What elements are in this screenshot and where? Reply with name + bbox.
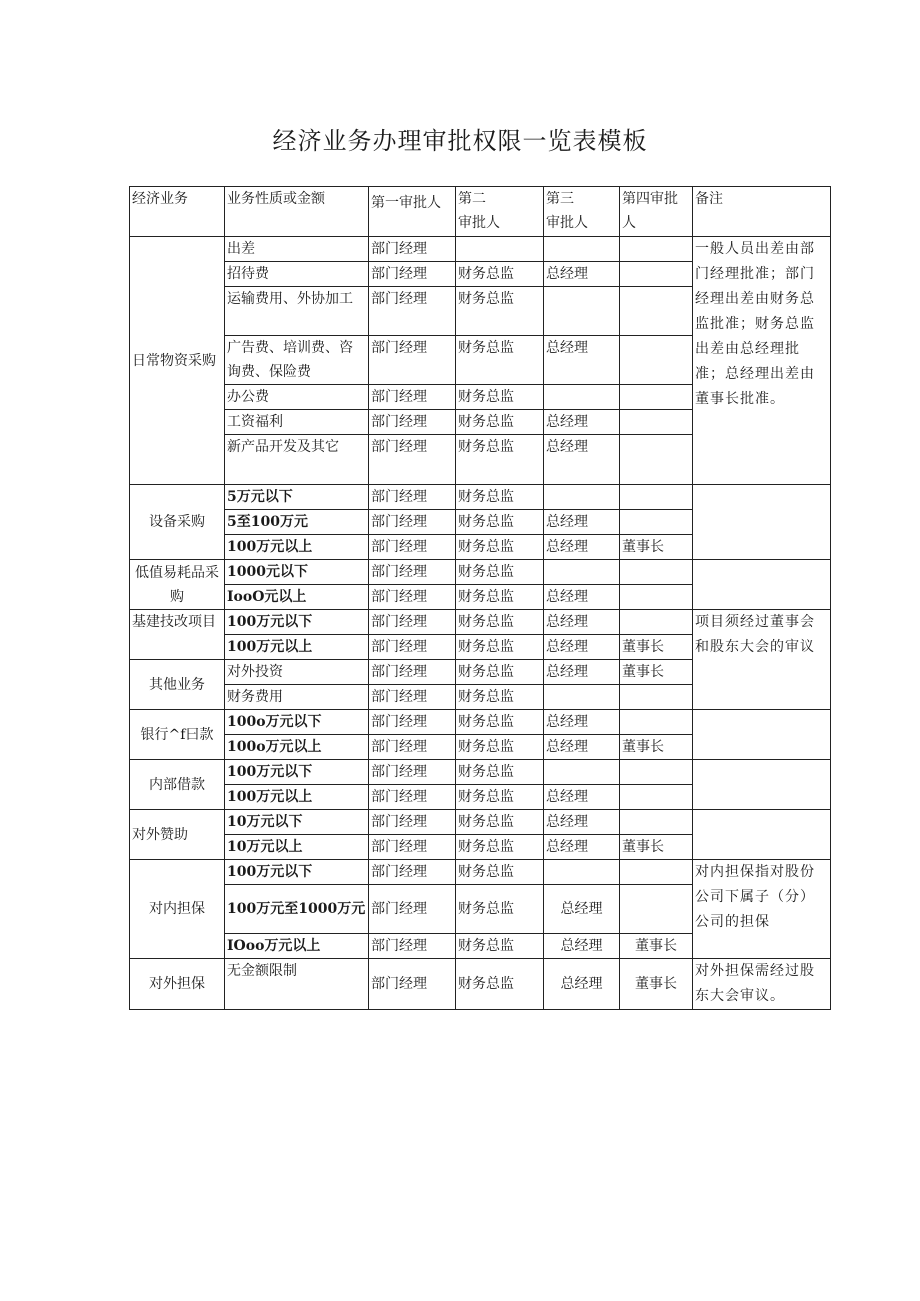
third-approver-cell <box>544 485 620 510</box>
header-third-line1: 第三 <box>546 191 574 207</box>
fourth-approver-cell: 董事长 <box>620 934 693 959</box>
remark-cell <box>693 485 831 560</box>
group-guarantee-in-name: 对内担保 <box>130 860 225 959</box>
header-remark: 备注 <box>693 187 831 237</box>
fourth-approver-cell <box>620 435 693 485</box>
third-approver-cell: 总经理 <box>544 959 620 1010</box>
header-nature: 业务性质或金额 <box>225 187 369 237</box>
first-approver-cell: 部门经理 <box>369 535 456 560</box>
header-third-approver <box>544 187 620 237</box>
fourth-approver-cell <box>620 760 693 785</box>
nature-cell: 100万元以上 <box>225 785 369 810</box>
fourth-approver-cell <box>620 685 693 710</box>
second-approver-cell: 财务总监 <box>456 635 544 660</box>
first-approver-cell: 部门经理 <box>369 835 456 860</box>
second-approver-cell: 财务总监 <box>456 560 544 585</box>
first-approver-cell: 部门经理 <box>369 860 456 885</box>
fourth-approver-cell: 董事长 <box>620 835 693 860</box>
second-approver-cell: 财务总监 <box>456 385 544 410</box>
group-construction-name: 基建技改项目 <box>130 610 225 660</box>
third-approver-cell: 总经理 <box>544 336 620 385</box>
first-approver-cell: 部门经理 <box>369 635 456 660</box>
fourth-approver-cell: 董事长 <box>620 660 693 685</box>
group-lowvalue-name: 低值易耗品采购 <box>130 560 225 610</box>
nature-cell: 100万元以上 <box>225 535 369 560</box>
first-approver-cell: 部门经理 <box>369 435 456 485</box>
third-approver-cell: 总经理 <box>544 735 620 760</box>
third-approver-cell: 总经理 <box>544 934 620 959</box>
second-approver-cell: 财务总监 <box>456 660 544 685</box>
fourth-approver-cell <box>620 785 693 810</box>
nature-cell: 5万元以下 <box>225 485 369 510</box>
third-approver-cell: 总经理 <box>544 535 620 560</box>
nature-cell: 办公费 <box>225 385 369 410</box>
header-fourth-line1: 第四审批 <box>622 191 678 207</box>
fourth-approver-cell <box>620 485 693 510</box>
second-approver-cell: 财务总监 <box>456 959 544 1010</box>
first-approver-cell: 部门经理 <box>369 610 456 635</box>
second-approver-cell: 财务总监 <box>456 735 544 760</box>
table-row <box>130 860 831 885</box>
third-approver-cell: 总经理 <box>544 635 620 660</box>
first-approver-cell: 部门经理 <box>369 585 456 610</box>
page-title: 经济业务办理审批权限一览表模板 <box>272 127 648 155</box>
first-approver-cell: 部门经理 <box>369 287 456 336</box>
third-approver-cell: 总经理 <box>544 610 620 635</box>
header-first-approver <box>369 187 456 237</box>
fourth-approver-cell: 董事长 <box>620 535 693 560</box>
third-approver-cell: 总经理 <box>544 435 620 485</box>
first-approver-cell: 部门经理 <box>369 760 456 785</box>
nature-cell: 5至100万元 <box>225 510 369 535</box>
third-approver-cell <box>544 385 620 410</box>
fourth-approver-cell: 董事长 <box>620 959 693 1010</box>
nature-cell: 1000元以下 <box>225 560 369 585</box>
first-approver-cell: 部门经理 <box>369 660 456 685</box>
table-row <box>130 760 831 785</box>
fourth-approver-cell <box>620 336 693 385</box>
second-approver-cell: 财务总监 <box>456 336 544 385</box>
group-bank-name: 银行^f曰款 <box>130 710 225 760</box>
header-third-line2: 审批人 <box>546 215 588 231</box>
header-fourth-line2: 人 <box>622 215 636 231</box>
first-approver-cell: 部门经理 <box>369 237 456 262</box>
table-row <box>130 237 831 262</box>
table-row <box>130 560 831 585</box>
table-row <box>130 959 831 1010</box>
second-approver-cell: 财务总监 <box>456 535 544 560</box>
second-approver-cell: 财务总监 <box>456 860 544 885</box>
second-approver-cell: 财务总监 <box>456 485 544 510</box>
third-approver-cell <box>544 560 620 585</box>
first-approver-cell: 部门经理 <box>369 810 456 835</box>
third-approver-cell: 总经理 <box>544 585 620 610</box>
second-approver-cell <box>456 237 544 262</box>
fourth-approver-cell <box>620 510 693 535</box>
first-approver-cell: 部门经理 <box>369 262 456 287</box>
table-row <box>130 710 831 735</box>
fourth-approver-cell <box>620 710 693 735</box>
header-second-line2: 审批人 <box>458 215 500 231</box>
nature-cell: 100万元以下 <box>225 610 369 635</box>
first-approver-cell: 部门经理 <box>369 959 456 1010</box>
nature-cell: 10万元以下 <box>225 810 369 835</box>
third-approver-cell: 总经理 <box>544 835 620 860</box>
fourth-approver-cell <box>620 410 693 435</box>
header-business: 经济业务 <box>130 187 225 237</box>
fourth-approver-cell <box>620 287 693 336</box>
group-equipment-name: 设备采购 <box>130 485 225 560</box>
fourth-approver-cell <box>620 885 693 934</box>
second-approver-cell: 财务总监 <box>456 262 544 287</box>
fourth-approver-cell <box>620 262 693 287</box>
second-approver-cell: 财务总监 <box>456 510 544 535</box>
group-guarantee-in-note: 对内担保指对股份公司下属子（分）公司的担保 <box>693 860 831 959</box>
third-approver-cell: 总经理 <box>544 410 620 435</box>
second-approver-cell: 财务总监 <box>456 810 544 835</box>
nature-cell: 100万元以上 <box>225 635 369 660</box>
fourth-approver-cell <box>620 610 693 635</box>
nature-cell: 100万元至1000万元 <box>225 885 369 934</box>
first-approver-cell: 部门经理 <box>369 785 456 810</box>
second-approver-cell: 财务总监 <box>456 785 544 810</box>
group-daily-note: 一般人员出差由部门经理批准；部门经理出差由财务总监批准；财务总监出差由总经理批准；总经理出差由董事长批准。 <box>693 237 831 485</box>
first-approver-cell: 部门经理 <box>369 410 456 435</box>
nature-cell: IOoo万元以上 <box>225 934 369 959</box>
group-other-name: 其他业务 <box>130 660 225 710</box>
nature-cell: 100万元以下 <box>225 760 369 785</box>
second-approver-cell: 财务总监 <box>456 410 544 435</box>
nature-cell: 100万元以下 <box>225 860 369 885</box>
nature-cell: 100o万元以上 <box>225 735 369 760</box>
header-row <box>130 187 831 237</box>
third-approver-cell: 总经理 <box>544 262 620 287</box>
fourth-approver-cell: 董事长 <box>620 635 693 660</box>
fourth-approver-cell <box>620 810 693 835</box>
third-approver-cell <box>544 860 620 885</box>
nature-cell: 100o万元以下 <box>225 710 369 735</box>
nature-cell: 运输费用、外协加工 <box>225 287 369 336</box>
header-second-approver <box>456 187 544 237</box>
third-approver-cell: 总经理 <box>544 785 620 810</box>
second-approver-cell: 财务总监 <box>456 760 544 785</box>
third-approver-cell: 总经理 <box>544 710 620 735</box>
fourth-approver-cell: 董事长 <box>620 735 693 760</box>
group-guarantee-out-name: 对外担保 <box>130 959 225 1010</box>
remark-cell <box>693 760 831 810</box>
table-row <box>130 485 831 510</box>
nature-cell: 出差 <box>225 237 369 262</box>
group-daily-name: 日常物资采购 <box>130 237 225 485</box>
remark-cell <box>693 710 831 760</box>
second-approver-cell: 财务总监 <box>456 710 544 735</box>
header-second-line1: 第二 <box>458 191 486 207</box>
first-approver-cell: 部门经理 <box>369 934 456 959</box>
approval-table <box>129 186 831 1010</box>
nature-cell: 财务费用 <box>225 685 369 710</box>
third-approver-cell: 总经理 <box>544 660 620 685</box>
first-approver-cell: 部门经理 <box>369 710 456 735</box>
fourth-approver-cell <box>620 860 693 885</box>
nature-cell: 招待费 <box>225 262 369 287</box>
first-approver-cell: 部门经理 <box>369 885 456 934</box>
nature-cell: 广告费、培训费、咨询费、保险费 <box>225 336 369 385</box>
first-approver-cell: 部门经理 <box>369 385 456 410</box>
group-construction-note: 项目须经过董事会和股东大会的审议 <box>693 610 831 710</box>
second-approver-cell: 财务总监 <box>456 287 544 336</box>
nature-cell: 工资福利 <box>225 410 369 435</box>
third-approver-cell: 总经理 <box>544 810 620 835</box>
table-row <box>130 610 831 635</box>
header-fourth-approver <box>620 187 693 237</box>
header-first-label: 第一审批人 <box>371 195 441 211</box>
second-approver-cell: 财务总监 <box>456 435 544 485</box>
fourth-approver-cell <box>620 560 693 585</box>
first-approver-cell: 部门经理 <box>369 560 456 585</box>
second-approver-cell: 财务总监 <box>456 610 544 635</box>
second-approver-cell: 财务总监 <box>456 685 544 710</box>
third-approver-cell <box>544 237 620 262</box>
second-approver-cell: 财务总监 <box>456 835 544 860</box>
first-approver-cell: 部门经理 <box>369 735 456 760</box>
first-approver-cell: 部门经理 <box>369 485 456 510</box>
second-approver-cell: 财务总监 <box>456 885 544 934</box>
first-approver-cell: 部门经理 <box>369 336 456 385</box>
third-approver-cell <box>544 287 620 336</box>
fourth-approver-cell <box>620 585 693 610</box>
group-guarantee-out-note: 对外担保需经过股东大会审议。 <box>693 959 831 1010</box>
second-approver-cell: 财务总监 <box>456 934 544 959</box>
nature-cell: 10万元以上 <box>225 835 369 860</box>
third-approver-cell: 总经理 <box>544 885 620 934</box>
second-approver-cell: 财务总监 <box>456 585 544 610</box>
group-sponsor-name: 对外赞助 <box>130 810 225 860</box>
nature-cell: 无金额限制 <box>225 959 369 1010</box>
table-row <box>130 810 831 835</box>
third-approver-cell <box>544 685 620 710</box>
third-approver-cell: 总经理 <box>544 510 620 535</box>
nature-cell: 对外投资 <box>225 660 369 685</box>
remark-cell <box>693 560 831 610</box>
third-approver-cell <box>544 760 620 785</box>
nature-cell: IooO元以上 <box>225 585 369 610</box>
group-internal-name: 内部借款 <box>130 760 225 810</box>
first-approver-cell: 部门经理 <box>369 510 456 535</box>
first-approver-cell: 部门经理 <box>369 685 456 710</box>
nature-cell: 新产品开发及其它 <box>225 435 369 485</box>
fourth-approver-cell <box>620 385 693 410</box>
remark-cell <box>693 810 831 860</box>
fourth-approver-cell <box>620 237 693 262</box>
